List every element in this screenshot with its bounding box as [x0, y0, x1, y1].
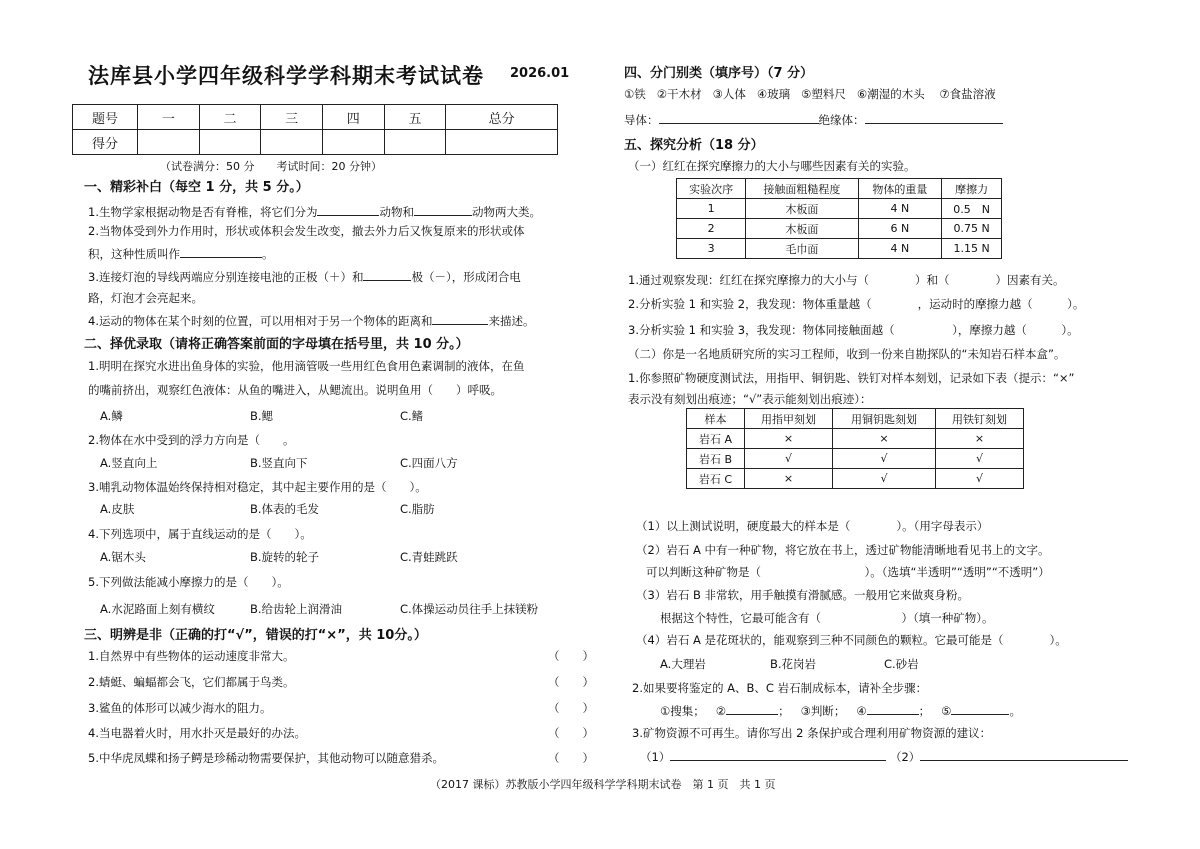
score-input[interactable]	[322, 130, 384, 155]
score-cell: 四	[322, 105, 384, 130]
option[interactable]: A.鳞	[100, 409, 123, 423]
page-footer: （2017 课标）苏教版小学四年级科学学科期末试卷 第 1 页 共 1 页	[430, 778, 776, 791]
question: 2.分析实验 1 和实验 2，我发现：物体重量越（ ，运动时的摩擦力越（ ）。	[628, 297, 1085, 311]
question: 表示没有刻划出痕迹；“√”表示能刻划出痕迹）：	[628, 392, 872, 406]
option[interactable]: A.皮肤	[100, 502, 135, 516]
table-row	[687, 429, 1024, 449]
table-cell: 木板面	[746, 219, 858, 239]
judge-item: 1.自然界中有些物体的运动速度非常大。	[88, 649, 295, 663]
table-cell: 毛巾面	[746, 239, 858, 259]
answer-blank[interactable]	[363, 268, 411, 281]
item: ④玻璃	[756, 87, 791, 101]
part-2-intro: （二）你是一名地质研究所的实习工程师，收到一份来自勘探队的“未知岩石样本盒”。	[628, 347, 1066, 361]
section-1-title: 一、精彩补白（每空 1 分，共 5 分。）	[84, 180, 309, 195]
answer-blank[interactable]	[317, 203, 379, 216]
judge-answer-paren[interactable]: （ ）	[548, 649, 594, 663]
question: 3.哺乳动物体温始终保持相对稳定，其中起主要作用的是（ ）。	[88, 480, 427, 494]
table-cell: ×	[744, 469, 832, 489]
score-cell: 二	[199, 105, 261, 130]
table-cell: √	[832, 469, 935, 489]
option[interactable]: B.竖直向下	[250, 456, 308, 470]
option[interactable]: B.给齿轮上润滑油	[250, 602, 343, 616]
table-cell: 6 N	[858, 219, 942, 239]
option[interactable]: C.体操运动员往手上抹镁粉	[400, 602, 539, 616]
table-row	[687, 449, 1024, 469]
score-cell: 总分	[446, 105, 558, 130]
exam-info: （试卷满分：50 分 考试时间：20 分钟）	[160, 160, 382, 173]
option[interactable]: A.水泥路面上刻有横纹	[100, 602, 215, 616]
judge-item: 5.中华虎凤蝶和扬子鳄是珍稀动物需要保护，其他动物可以随意猎杀。	[88, 751, 444, 765]
table-row	[677, 199, 1002, 219]
option[interactable]: A.大理岩	[660, 657, 706, 671]
question: （1）以上测试说明，硬度最大的样本是（ ）。（用字母表示）	[636, 519, 989, 533]
score-cell: 五	[384, 105, 446, 130]
option[interactable]: C.砂岩	[884, 657, 919, 671]
item: ⑤塑料尺	[801, 87, 846, 101]
section-2-title: 二、择优录取（请将正确答案前面的字母填在括号里，共 10 分。）	[84, 337, 469, 352]
score-cell: 一	[138, 105, 200, 130]
option[interactable]: C.四面八方	[400, 456, 458, 470]
item: ⑥潮湿的木头	[856, 87, 925, 101]
section-5-title: 五、探究分析（18 分）	[624, 138, 764, 153]
question: 1.明明在探究水进出鱼身体的实验，他用滴管吸一些用红色食用色素调制的液体，在鱼	[88, 359, 525, 373]
answer-blank[interactable]	[432, 312, 488, 325]
table-header-row	[687, 409, 1024, 429]
table-header: 实验次序	[677, 179, 746, 199]
item-list	[624, 86, 996, 102]
table-cell: ×	[832, 429, 935, 449]
item: ③人体	[712, 87, 746, 101]
question: （4）岩石 A 是花斑状的，能观察到三种不同颜色的颗粒。它最可能是（ ）。	[636, 633, 1067, 647]
score-input[interactable]	[261, 130, 323, 155]
part-1-intro: （一）红红在探究摩擦力的大小与哪些因素有关的实验。	[628, 159, 916, 173]
table-cell: 4 N	[858, 239, 942, 259]
table-cell: 2	[677, 219, 746, 239]
judge-item: 3.鲨鱼的体形可以减少海水的阻力。	[88, 701, 272, 715]
question: 可以判断这种矿物是（ ）。（选填“半透明”“透明”“不透明”）	[646, 565, 1050, 579]
option[interactable]: A.锯木头	[100, 550, 146, 564]
option[interactable]: B.鳃	[250, 409, 274, 423]
table-header: 接触面粗糙程度	[746, 179, 858, 199]
judge-item: 4.当电器着火时，用水扑灭是最好的办法。	[88, 726, 306, 740]
answer-row: （1） （2）	[640, 748, 1128, 765]
question: 4.运动的物体在某个时刻的位置，可以用相对于另一个物体的距离和 来描述。	[88, 314, 535, 328]
suggestion-blank-2[interactable]	[920, 748, 1128, 761]
option[interactable]: C.青蛙跳跃	[400, 550, 458, 564]
classification-row: 导体： 绝缘体：	[624, 111, 1003, 128]
score-table	[72, 104, 558, 155]
option[interactable]: B.旋转的轮子	[250, 550, 320, 564]
question: 1.你参照矿物硬度测试法，用指甲、铜钥匙、铁钉对样本刻划，记录如下表（提示：“×”	[628, 371, 1075, 385]
question: 积，这种性质叫作 。	[88, 247, 274, 261]
table-cell: 木板面	[746, 199, 858, 219]
insulator-blank[interactable]	[865, 111, 1003, 124]
score-row-values	[73, 130, 558, 155]
table-header: 样本	[687, 409, 745, 429]
table-header: 用指甲刻划	[744, 409, 832, 429]
table-cell: 0.5 N	[942, 199, 1002, 219]
table-cell: √	[936, 449, 1024, 469]
question: 路，灯泡才会亮起来。	[88, 291, 203, 305]
judge-answer-paren[interactable]: （ ）	[548, 726, 594, 740]
table-cell: 1	[677, 199, 746, 219]
section-4-title: 四、分门别类（填序号）（7 分）	[624, 66, 814, 81]
exam-date: 2026.01	[510, 66, 570, 81]
table-cell: 岩石 A	[687, 429, 745, 449]
conductor-blank[interactable]	[659, 111, 819, 124]
question: 4.下列选项中，属于直线运动的是（ ）。	[88, 527, 312, 541]
suggestion-blank-1[interactable]	[670, 748, 886, 761]
question: 3.矿物资源不可再生。请你写出 2 条保护或合理利用矿物资源的建议：	[632, 726, 992, 740]
question: 2.如果要将鉴定的 A、B、C 岩石制成标本，请补全步骤：	[632, 681, 928, 695]
question: 2.物体在水中受到的浮力方向是（ 。	[88, 433, 295, 447]
table-cell: √	[936, 469, 1024, 489]
table-header: 用铜钥匙刻划	[832, 409, 935, 429]
score-input[interactable]	[384, 130, 446, 155]
steps-row: ①搜集； ② ； ③判断； ④ ； ⑤ 。	[660, 704, 1021, 718]
question: 3.连接灯泡的导线两端应分别连接电池的正极（＋）和 极（－），形成闭合电	[88, 270, 521, 284]
exam-title: 法库县小学四年级科学学科期末考试试卷	[88, 63, 484, 88]
option[interactable]: B.花岗岩	[770, 657, 817, 671]
table-cell: 岩石 B	[687, 449, 745, 469]
item: ⑦食盐溶液	[939, 87, 996, 101]
table-cell: ×	[936, 429, 1024, 449]
section-3-title: 三、明辨是非（正确的打“√”，错误的打“×”，共 10分。）	[84, 628, 427, 643]
option[interactable]: A.竖直向上	[100, 456, 158, 470]
score-cell: 得分	[73, 130, 138, 155]
table-row	[687, 469, 1024, 489]
table-row	[677, 219, 1002, 239]
question: （3）岩石 B 非常软，用手触摸有滑腻感。一般用它来做爽身粉。	[636, 588, 970, 602]
item: ①铁	[624, 87, 646, 101]
question: 3.分析实验 1 和实验 3，我发现：物体同接触面越（ ），摩擦力越（ ）。	[628, 323, 1079, 337]
option[interactable]: C.脂肪	[400, 502, 435, 516]
question: 1.生物学家根据动物是否有脊椎，将它们分为 动物和 动物两大类。	[88, 205, 541, 219]
question: 根据这个特性，它最可能含有（ ）（填一种矿物）。	[660, 611, 994, 625]
option[interactable]: B.体表的毛发	[250, 502, 320, 516]
table-cell: ×	[744, 429, 832, 449]
table-row	[677, 239, 1002, 259]
table-header-row	[677, 179, 1002, 199]
table-cell: 4 N	[858, 199, 942, 219]
question: 2.当物体受到外力作用时，形状或体积会发生改变，撤去外力后又恢复原来的形状或体	[88, 224, 525, 238]
question: 的嘴前挤出，观察红色液体：从鱼的嘴进入，从鳃流出。说明鱼用（ ）呼吸。	[88, 383, 502, 397]
score-row-header	[73, 105, 558, 130]
table-cell: 0.75 N	[942, 219, 1002, 239]
judge-item: 2.蜻蜓、蝙蝠都会飞，它们都属于鸟类。	[88, 675, 295, 689]
question: （2）岩石 A 中有一种矿物，将它放在书上，透过矿物能清晰地看见书上的文字。	[636, 543, 1050, 557]
table-header: 物体的重量	[858, 179, 942, 199]
judge-answer-paren[interactable]: （ ）	[548, 675, 594, 689]
judge-answer-paren[interactable]: （ ）	[548, 751, 594, 765]
answer-blank[interactable]	[414, 203, 472, 216]
table-cell: √	[832, 449, 935, 469]
table-cell: 岩石 C	[687, 469, 745, 489]
step-blank[interactable]	[726, 702, 778, 715]
answer-blank[interactable]	[180, 245, 262, 258]
table-header: 用铁钉刻划	[936, 409, 1024, 429]
table-cell: √	[744, 449, 832, 469]
step-blank[interactable]	[867, 702, 919, 715]
question: 5.下列做法能减小摩擦力的是（ ）。	[88, 575, 289, 589]
score-input[interactable]	[199, 130, 261, 155]
hardness-table	[686, 408, 1024, 489]
friction-table	[676, 178, 1002, 259]
item: ②干木材	[656, 87, 702, 101]
table-cell: 3	[677, 239, 746, 259]
step-blank[interactable]	[951, 702, 1009, 715]
score-cell: 题号	[73, 105, 138, 130]
option[interactable]: C.鳍	[400, 409, 424, 423]
question: 1.通过观察发现：红红在探究摩擦力的大小与（ ）和（ ）因素有关。	[628, 273, 1065, 287]
judge-answer-paren[interactable]: （ ）	[548, 701, 594, 715]
score-cell: 三	[261, 105, 323, 130]
score-input[interactable]	[446, 130, 558, 155]
table-header: 摩擦力	[942, 179, 1002, 199]
score-input[interactable]	[138, 130, 200, 155]
table-cell: 1.15 N	[942, 239, 1002, 259]
